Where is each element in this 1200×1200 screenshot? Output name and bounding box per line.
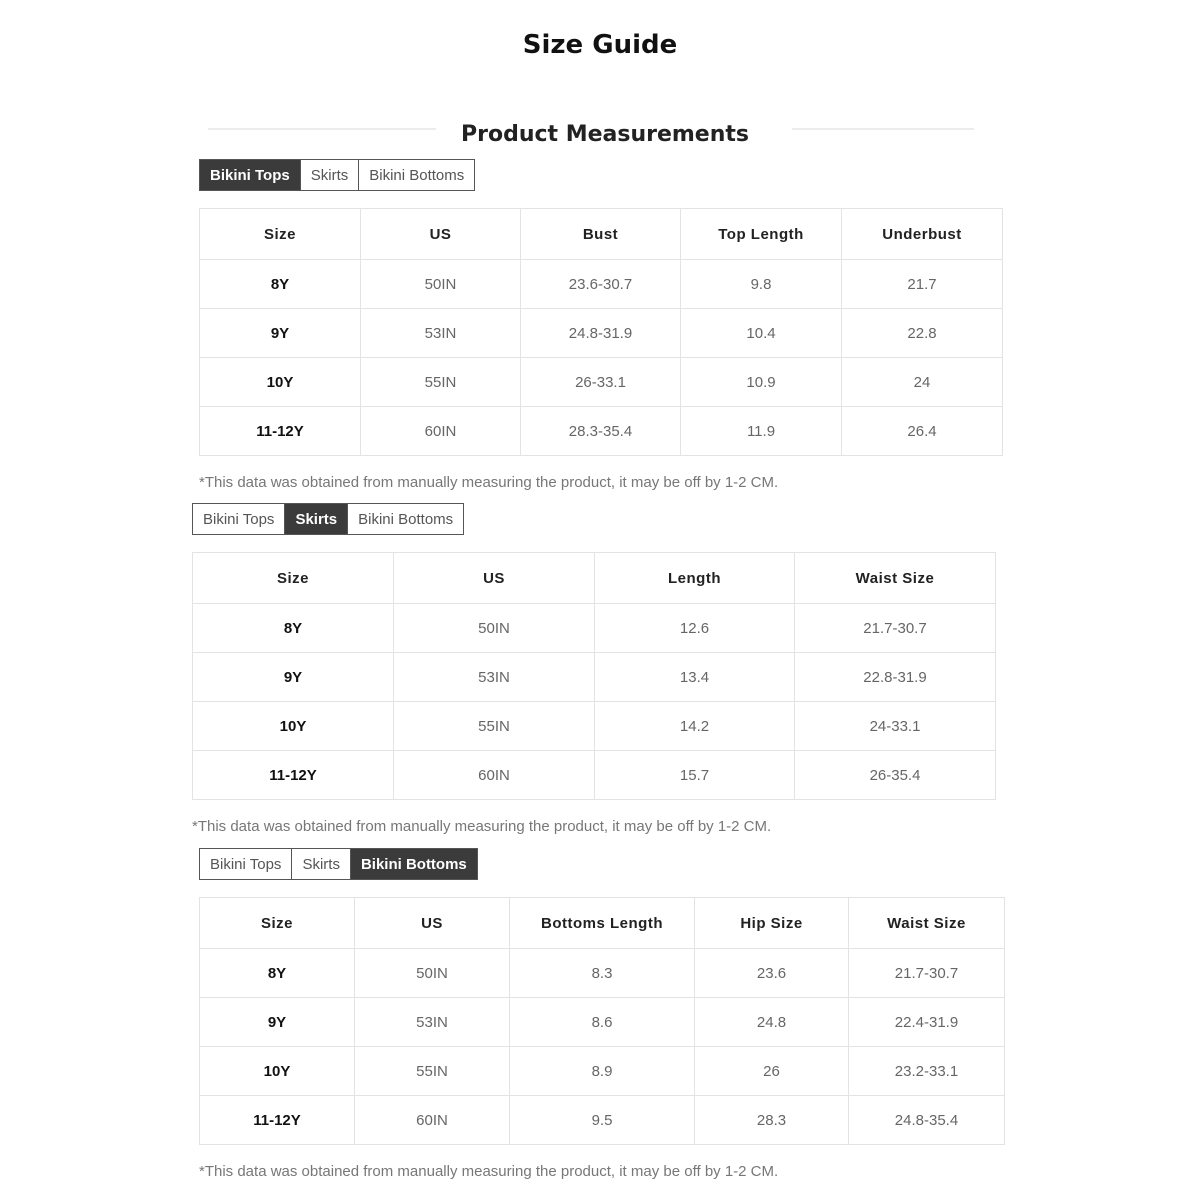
table-row [200,998,1005,1047]
cell-us: 50IN [355,949,510,998]
column-header-bottoms-length: Bottoms Length [510,898,695,949]
cell-size: 8Y [193,604,394,653]
size-table [199,208,1003,456]
cell-us: 60IN [355,1096,510,1145]
table-row [193,751,996,800]
cell-us: 50IN [361,260,521,309]
cell-size: 9Y [193,653,394,702]
cell-bottoms-length: 8.3 [510,949,695,998]
size-table [192,552,996,800]
cell-waist-size: 21.7-30.7 [849,949,1005,998]
cell-waist-size: 24-33.1 [795,702,996,751]
column-header-size: Size [193,553,394,604]
cell-size: 10Y [200,358,361,407]
column-header-underbust: Underbust [842,209,1003,260]
tab-bikini-bottoms[interactable]: Bikini Bottoms [351,849,477,879]
cell-size: 9Y [200,309,361,358]
table-row [200,260,1003,309]
cell-hip-size: 28.3 [695,1096,849,1145]
table-row [200,407,1003,456]
cell-top-length: 10.9 [681,358,842,407]
cell-hip-size: 24.8 [695,998,849,1047]
tab-bikini-bottoms[interactable]: Bikini Bottoms [348,504,463,534]
column-header-us: US [361,209,521,260]
cell-size: 8Y [200,260,361,309]
tab-skirts[interactable]: Skirts [301,160,360,190]
tab-bikini-tops[interactable]: Bikini Tops [200,160,301,190]
table-row [200,1096,1005,1145]
cell-hip-size: 23.6 [695,949,849,998]
column-header-size: Size [200,209,361,260]
column-header-waist-size: Waist Size [795,553,996,604]
measurement-note: *This data was obtained from manually measuring the product, it may be off by 1-2 CM. [199,1163,779,1180]
cell-size: 11-12Y [200,1096,355,1145]
cell-hip-size: 26 [695,1047,849,1096]
cell-size: 10Y [193,702,394,751]
cell-bust: 26-33.1 [521,358,681,407]
column-header-length: Length [595,553,795,604]
cell-length: 14.2 [595,702,795,751]
cell-size: 8Y [200,949,355,998]
cell-us: 55IN [355,1047,510,1096]
cell-us: 55IN [361,358,521,407]
category-tabs [199,848,478,880]
table-row [193,604,996,653]
cell-length: 13.4 [595,653,795,702]
table-row [200,1047,1005,1096]
tab-bikini-bottoms[interactable]: Bikini Bottoms [359,160,474,190]
cell-bottoms-length: 8.6 [510,998,695,1047]
cell-waist-size: 22.8-31.9 [795,653,996,702]
cell-bust: 23.6-30.7 [521,260,681,309]
cell-size: 10Y [200,1047,355,1096]
cell-bottoms-length: 8.9 [510,1047,695,1096]
cell-waist-size: 23.2-33.1 [849,1047,1005,1096]
section-heading-row [200,118,980,158]
column-header-size: Size [200,898,355,949]
cell-waist-size: 21.7-30.7 [795,604,996,653]
cell-bottoms-length: 9.5 [510,1096,695,1145]
page-title: Size Guide [522,30,678,60]
cell-us: 55IN [394,702,595,751]
table-row [193,653,996,702]
tab-skirts[interactable]: Skirts [285,504,348,534]
table-header-row [193,553,996,604]
table-row [193,702,996,751]
cell-bust: 24.8-31.9 [521,309,681,358]
column-header-us: US [394,553,595,604]
column-header-us: US [355,898,510,949]
cell-underbust: 26.4 [842,407,1003,456]
divider-right [792,128,974,130]
tab-skirts[interactable]: Skirts [292,849,351,879]
size-table-block-bikini-bottoms [199,848,1005,1180]
section-heading: Product Measurements [460,122,750,147]
cell-us: 60IN [394,751,595,800]
cell-top-length: 10.4 [681,309,842,358]
column-header-waist-size: Waist Size [849,898,1005,949]
size-table-block-skirts [192,503,996,835]
measurement-note: *This data was obtained from manually measuring the product, it may be off by 1-2 CM. [192,818,772,835]
cell-us: 53IN [394,653,595,702]
cell-us: 50IN [394,604,595,653]
cell-us: 53IN [361,309,521,358]
cell-size: 9Y [200,998,355,1047]
cell-top-length: 11.9 [681,407,842,456]
cell-waist-size: 22.4-31.9 [849,998,1005,1047]
measurement-note: *This data was obtained from manually measuring the product, it may be off by 1-2 CM. [199,474,779,491]
cell-us: 60IN [361,407,521,456]
cell-length: 12.6 [595,604,795,653]
cell-waist-size: 24.8-35.4 [849,1096,1005,1145]
tab-bikini-tops[interactable]: Bikini Tops [193,504,285,534]
column-header-bust: Bust [521,209,681,260]
cell-bust: 28.3-35.4 [521,407,681,456]
column-header-hip-size: Hip Size [695,898,849,949]
table-header-row [200,209,1003,260]
cell-size: 11-12Y [193,751,394,800]
size-table-block-bikini-tops [199,159,1003,491]
cell-us: 53IN [355,998,510,1047]
cell-underbust: 21.7 [842,260,1003,309]
size-table [199,897,1005,1145]
cell-underbust: 24 [842,358,1003,407]
category-tabs [199,159,475,191]
table-row [200,309,1003,358]
cell-top-length: 9.8 [681,260,842,309]
table-header-row [200,898,1005,949]
cell-length: 15.7 [595,751,795,800]
category-tabs [192,503,464,535]
table-row [200,358,1003,407]
cell-underbust: 22.8 [842,309,1003,358]
column-header-top-length: Top Length [681,209,842,260]
tab-bikini-tops[interactable]: Bikini Tops [200,849,292,879]
table-row [200,949,1005,998]
cell-size: 11-12Y [200,407,361,456]
cell-waist-size: 26-35.4 [795,751,996,800]
